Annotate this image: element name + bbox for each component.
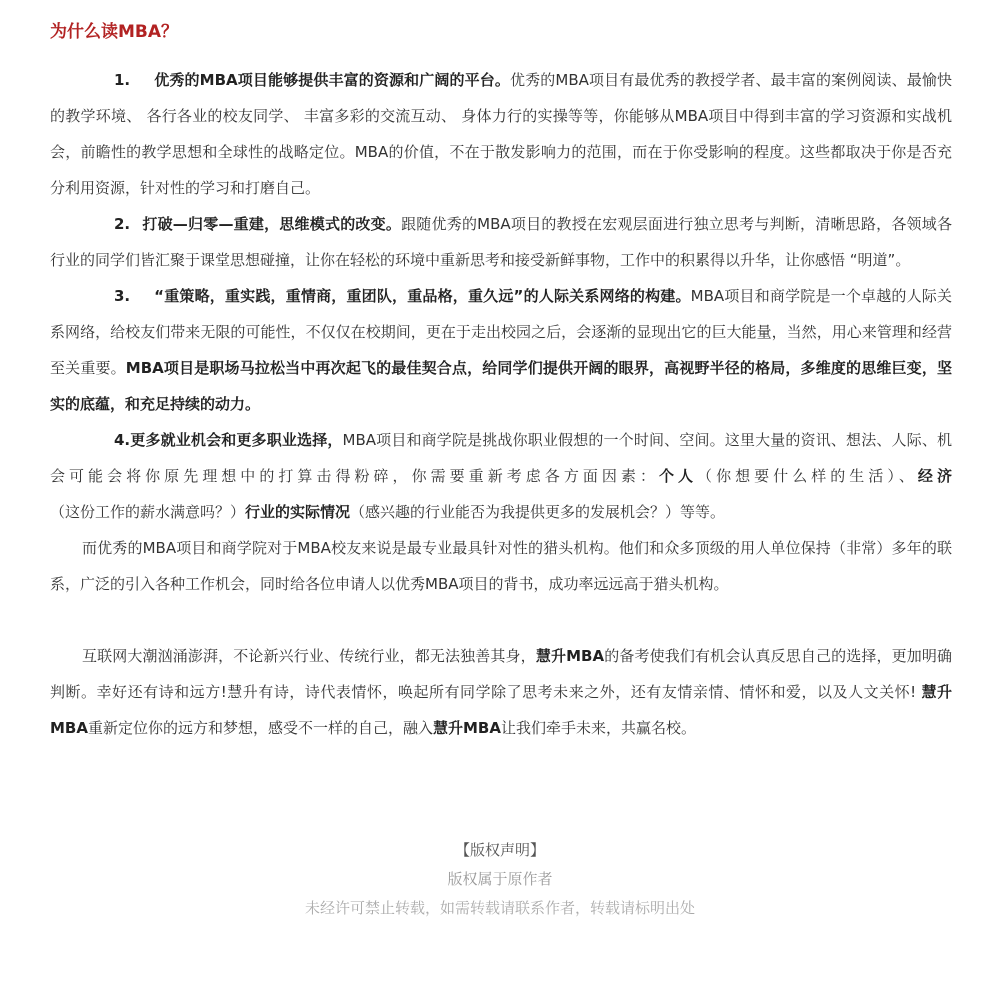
paragraph-4-text-4: （感兴趣的行业能否为我提供更多的发展机会？）等等。 — [350, 503, 726, 521]
paragraph-4-keyword-economy: 经济 — [917, 467, 952, 485]
paragraph-2-heading: 打破—归零—重建，思维模式的改变。 — [142, 215, 402, 233]
paragraph-3-emphasis: MBA项目是职场马拉松当中再次起飞的最佳契合点，给同学们提供开阔的眼界，高视野半径的格局，多维度的思维巨变，坚实的底蕴，和充足持续的动力。 — [50, 359, 952, 413]
paragraph-6-brand-2: 慧升 MBA — [50, 683, 952, 737]
paragraph-3-heading: “重策略，重实践，重情商，重团队，重品格，重久远”的人际关系网络的构建。 — [154, 287, 691, 305]
paragraph-1-text: 优秀的MBA项目有最优秀的教授学者、最丰富的案例阅读、最愉快的教学环境、 各行各业的校友同学、 丰富多彩的交流互动、 身体力行的实操等等，你能够从MBA项目中得到丰富的学习资源和实战机会，前瞻性的教学思想和全球性的战略定位。MBA的价值，不在于散发影响力的范围，而在于你受影响的程度。这些都取决于你是否充分利用资源，针对性的学习和打磨自己。 — [50, 71, 952, 197]
paragraph-4-text-2: （你想要什么样的生活）、 — [697, 467, 918, 485]
paragraph-4 — [50, 422, 952, 530]
paragraph-4-heading: 更多就业机会和更多职业选择， — [130, 431, 343, 449]
paragraph-spacer — [50, 602, 952, 638]
paragraph-1-heading: 优秀的MBA项目能够提供丰富的资源和广阔的平台。 — [154, 71, 511, 89]
copyright-notice — [0, 836, 1000, 923]
paragraph-6-text-4: 让我们牵手未来，共赢名校。 — [500, 719, 696, 737]
paragraph-4-number: 4. — [114, 431, 131, 449]
paragraph-6-text-1: 互联网大潮汹涌澎湃，不论新兴行业、传统行业，都无法独善其身， — [82, 647, 536, 665]
paragraph-4-keyword-industry: 行业的实际情况 — [245, 503, 351, 521]
paragraph-2-text: 跟随优秀的MBA项目的教授在宏观层面进行独立思考与判断，清晰思路，各领域各行业的同学们皆汇聚于课堂思想碰撞，让你在轻松的环境中重新思考和接受新鲜事物，工作中的积累得以升华，让你感悟 “明道”。 — [50, 215, 952, 269]
paragraph-5: 而优秀的MBA项目和商学院对于MBA校友来说是最专业最具针对性的猎头机构。他们和众多顶级的用人单位保持（非常）多年的联系，广泛的引入各种工作机会，同时给各位申请人以优秀MBA项目的背书，成功率远远高于猎头机构。 — [50, 539, 952, 593]
paragraph-6 — [50, 638, 952, 746]
paragraph-6-text-2: 的备考使我们有机会认真反思自己的选择，更加明确判断。幸好还有诗和远方!慧升有诗，诗代表情怀，唤起所有同学除了思考未来之外，还有友情亲情、情怀和爱，以及人文关怀! — [50, 647, 952, 701]
paragraph-4-text-1: MBA项目和商学院是挑战你职业假想的一个时间、空间。这里大量的资讯、想法、人际、机会可能会将你原先理想中的打算击得粉碎，你需要重新考虑各方面因素： — [50, 431, 952, 485]
paragraph-4-keyword-personal: 个人 — [658, 467, 698, 485]
article — [50, 14, 952, 746]
paragraph-6-brand-1: 慧升MBA — [535, 647, 605, 665]
copyright-owner: 版权属于原作者 — [447, 870, 553, 888]
paragraph-2 — [50, 206, 952, 278]
paragraph-3 — [50, 278, 952, 422]
paragraph-6-brand-3: 慧升MBA — [432, 719, 501, 737]
paragraph-2-number: 2. — [114, 215, 131, 233]
paragraph-1 — [50, 62, 952, 206]
article-title: 为什么读MBA？ — [50, 22, 179, 42]
copyright-reprint-policy: 未经许可禁止转载，如需转载请联系作者，转载请标明出处 — [304, 899, 695, 917]
paragraph-1-number: 1. — [114, 71, 131, 89]
paragraph-4-text-3: （这份工作的薪水满意吗？） — [50, 503, 246, 521]
paragraph-3-text: MBA项目和商学院是一个卓越的人际关系网络，给校友们带来无限的可能性，不仅仅在校期间，更在于走出校园之后，会逐渐的显现出它的巨大能量，当然，用心来管理和经营至关重要。 — [50, 287, 952, 377]
paragraph-6-text-3: 重新定位你的远方和梦想，感受不一样的自己，融入 — [87, 719, 433, 737]
paragraph-3-number: 3. — [114, 287, 131, 305]
copyright-title: 【版权声明】 — [454, 841, 545, 859]
